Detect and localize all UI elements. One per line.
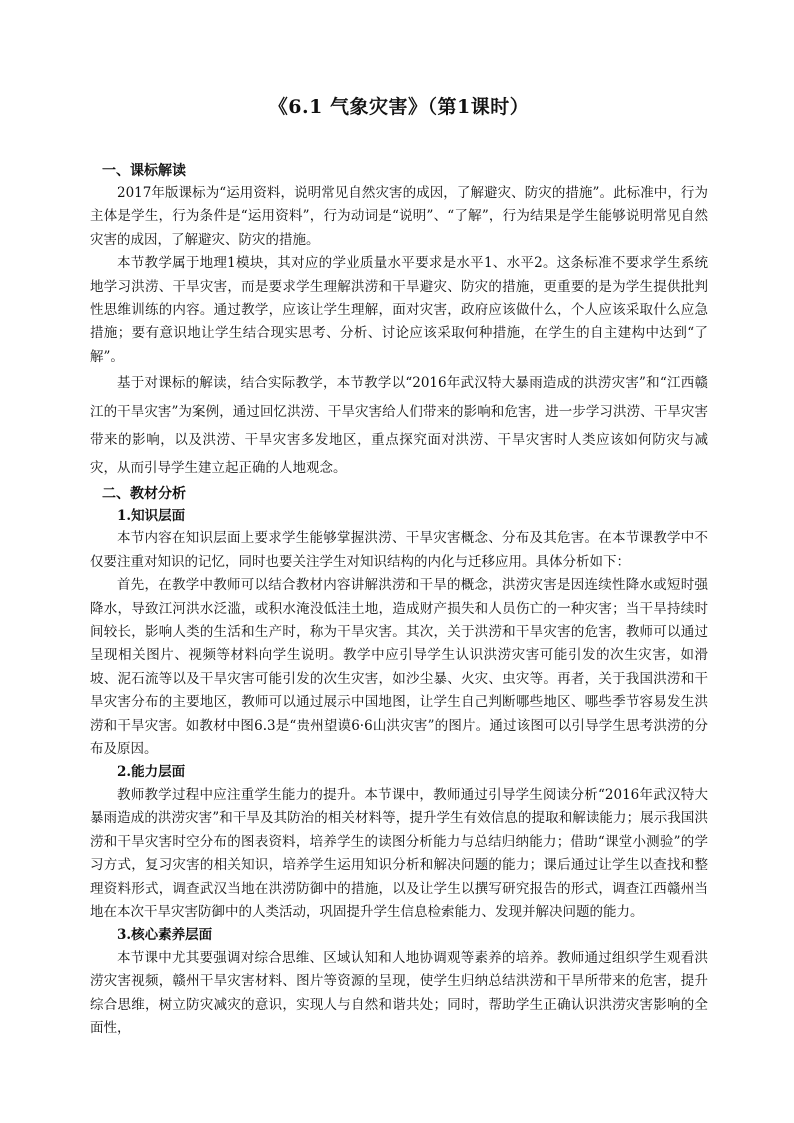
subsection-core-literacy bbox=[90, 924, 708, 1040]
subsection-heading: 2.能力层面 bbox=[117, 764, 186, 781]
subsection-heading: 1.知识层面 bbox=[117, 507, 186, 524]
subsection-heading: 3.核心素养层面 bbox=[117, 927, 213, 944]
section-heading: 一、课标解读 bbox=[102, 163, 186, 179]
section-curriculum-standard bbox=[90, 160, 708, 483]
subsection-knowledge bbox=[90, 505, 708, 762]
paragraph: 2017年版课标为“运用资料，说明常见自然灾害的成因，了解避灾、防灾的措施”。此标准中，行为主体是学生，行为条件是“运用资料”，行为动词是“说明”、“了解”，行为结果是学生能够说明常见自然灾害的成因，了解避灾、防灾的措施。 bbox=[90, 185, 708, 248]
page-title: 《6.1 气象灾害》（第1课时） bbox=[268, 96, 530, 118]
section-heading: 二、教材分析 bbox=[102, 485, 186, 502]
paragraph: 首先，在教学中教师可以结合教材内容讲解洪涝和干旱的概念，洪涝灾害是因连续性降水或短时强降水，导致江河洪水泛滥，或积水淹没低洼土地，造成财产损失和人员伤亡的一种灾害；当干旱持续时间较长，影响人类的生活和生产时，称为干旱灾害。其次，关于洪涝和干旱灾害的危害，教师可以通过呈现相关图片、视频等材料向学生说明。教学中应引导学生认识洪涝灾害可能引发的次生灾害，如滑坡、泥石流等以及干旱灾害可能引发的次生灾害，如沙尘暴、火灾、虫灾等。再者，关于我国洪涝和干旱灾害分布的主要地区，教师可以通过展示中国地图，让学生自己判断哪些地区、哪些季节容易发生洪涝和干旱灾害。如教材中图6.3是“贵州望谟6·6山洪灾害”的图片。通过该图可以引导学生思考洪涝的分布及原因。 bbox=[90, 577, 708, 758]
paragraph: 基于对课标的解读，结合实际教学，本节教学以“2016年武汉特大暴雨造成的洪涝灾害”和“江西赣江的干旱灾害”为案例，通过回忆洪涝、干旱灾害给人们带来的影响和危害，进一步学习洪涝、干旱灾害带来的影响，以及洪涝、干旱灾害多发地区，重点探究面对洪涝、干旱灾害时人类应该如何防灾与减灾，从而引导学生建立起正确的人地观念。 bbox=[90, 375, 708, 477]
paragraph: 本节内容在知识层面上要求学生能够掌握洪涝、干旱灾害概念、分布及其危害。在本节课教学中不仅要注重对知识的记忆，同时也要关注学生对知识结构的内化与迁移应用。具体分析如下： bbox=[90, 530, 708, 570]
subsection-ability bbox=[90, 761, 708, 924]
paragraph: 本节教学属于地理1模块，其对应的学业质量水平要求是水平1、水平2。这条标准不要求学生系统地学习洪涝、干旱灾害，而是要求学生理解洪涝和干旱避灾、防灾的措施，更重要的是为学生提供批判性思维训练的内容。通过教学，应该让学生理解，面对灾害，政府应该做什么，个人应该采取什么应急措施；要有意识地让学生结合现实思考、分析、讨论应该采取何种措施，在学生的自主建构中达到“了解”。 bbox=[90, 255, 708, 365]
paragraph: 教师教学过程中应注重学生能力的提升。本节课中，教师通过引导学生阅读分析“2016年武汉特大暴雨造成的洪涝灾害”和干旱及其防治的相关材料等，提升学生有效信息的提取和解读能力；展示我国洪涝和干旱灾害时空分布的图表资料，培养学生的读图分析能力与总结归纳能力；借助“课堂小测验”的学习方式，复习灾害的相关知识，培养学生运用知识分析和解决问题的能力；课后通过让学生以查找和整理资料形式，调查武汉当地在洪涝防御中的措施，以及让学生以撰写研究报告的形式，调查江西赣州当地在本次干旱灾害防御中的人类活动，巩固提升学生信息检索能力、发现并解决问题的能力。 bbox=[90, 786, 708, 920]
section-textbook-analysis bbox=[90, 483, 708, 1041]
paragraph: 本节课中尤其要强调对综合思维、区域认知和人地协调观等素养的培养。教师通过组织学生观看洪涝灾害视频，赣州干旱灾害材料、图片等资源的呈现，使学生归纳总结洪涝和干旱所带来的危害，提升综合思维，树立防灾减灾的意识，实现人与自然和谐共处；同时，帮助学生正确认识洪涝灾害影响的全面性， bbox=[90, 949, 708, 1037]
